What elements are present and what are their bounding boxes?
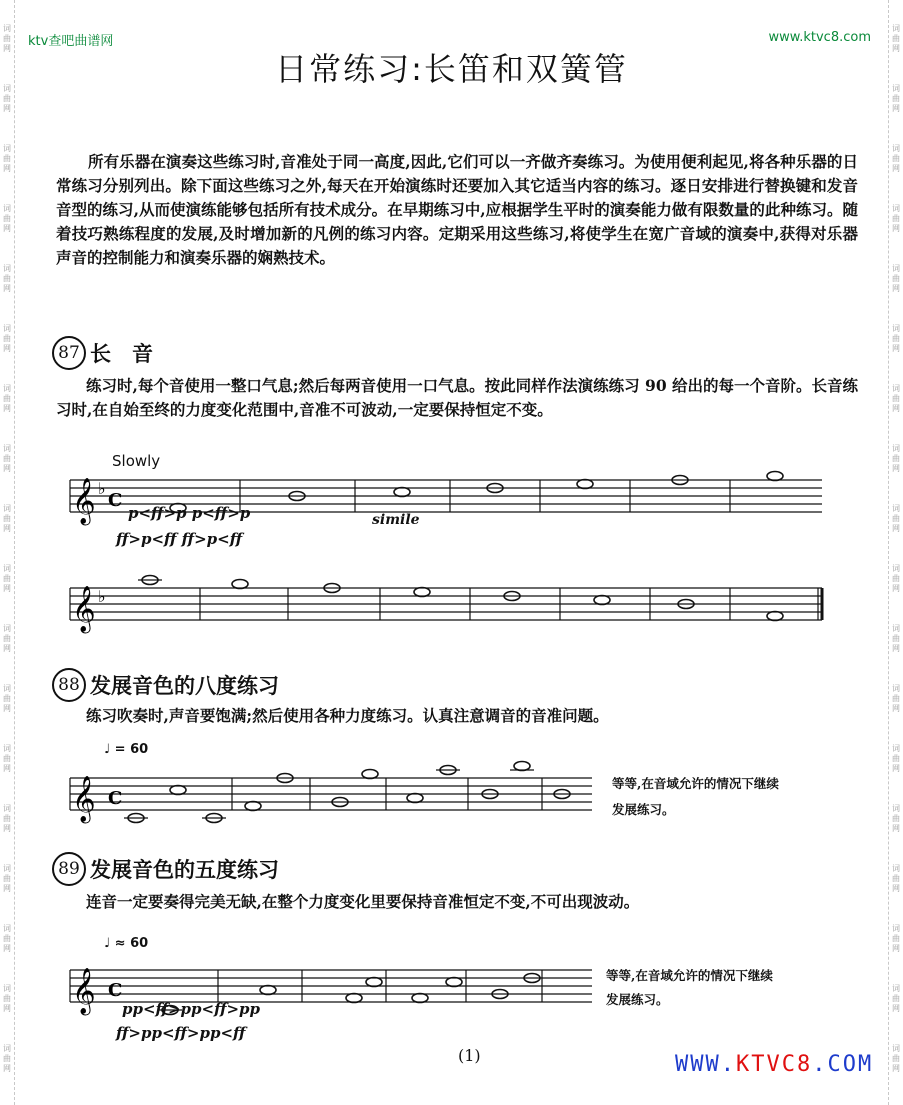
section-89-note-line-2: 发展练习。 (606, 992, 669, 1007)
section-89-title: 发展音色的五度练习 (90, 858, 279, 882)
whole-note (232, 580, 248, 589)
watermark-glyph: 词 曲 网 (3, 204, 11, 233)
whole-note (767, 472, 783, 481)
common-time-icon: C (108, 980, 123, 1001)
watermark-glyph: 词 曲 网 (3, 804, 11, 833)
section-87-tempo: Slowly (112, 452, 161, 470)
watermark-glyph: 词 曲 网 (892, 744, 900, 773)
watermark-glyph: 词 曲 网 (3, 684, 11, 713)
intro-paragraph: 所有乐器在演奏这些练习时,音准处于同一高度,因此,它们可以一齐做齐奏练习。为使用便利起见,将各种乐器的日常练习分别列出。除下面这些练习之外,每天在开始演练时还要加入其它适当内容的练习。逐日安排进行替换键和发音音型的练习,从而使演练能够包括所有技术成分。在早期练习中,应根据学生平时的演奏能力做有限数量的此种练习。随着技巧熟练程度的发展,及时增加新的凡例的练习内容。定期采用这些练习,将使学生在宽广音域的演奏中,获得对乐器声音的控制能力和演奏乐器的娴熟技术。 (56, 152, 858, 267)
section-87-title: 长 音 (90, 342, 153, 366)
whole-note (594, 596, 610, 605)
watermark-glyph: 词 曲 网 (3, 84, 11, 113)
watermark-glyph: 词 曲 网 (3, 264, 11, 293)
watermark-glyph: 词 曲 网 (892, 384, 900, 413)
common-time-icon: C (108, 490, 123, 511)
watermark-glyph: 词 曲 网 (3, 504, 11, 533)
section-88-heading (52, 668, 279, 702)
watermark-glyph: 词 曲 网 (3, 864, 11, 893)
watermark-glyph: 词 曲 网 (892, 204, 900, 233)
section-87-simile: simile (372, 512, 420, 528)
section-88-tempo: ♩ = 60 (104, 742, 149, 757)
flat-key-icon: ♭ (98, 479, 106, 498)
section-87-text: 练习时,每个音使用一整口气息;然后每两音使用一口气息。按此同样作法演练练习 90 给出的每一个音阶。长音练习时,在自始至终的力度变化范围中,音准不可波动,一定要保持恒定不变。 (56, 376, 858, 419)
section-88-text: 练习吹奏时,声音要饱满;然后使用各种力度练习。认真注意调音的音准问题。 (86, 706, 609, 725)
watermark-glyph: 词 曲 网 (892, 624, 900, 653)
watermark-glyph: 词 曲 网 (3, 444, 11, 473)
watermark-glyph: 词 曲 网 (892, 924, 900, 953)
watermark-glyph: 词 曲 网 (3, 624, 11, 653)
section-87-staff-2 (70, 578, 830, 632)
section-87-number: 87 (52, 336, 86, 370)
flat-key-icon: ♭ (98, 587, 106, 606)
treble-clef-icon: 𝄞 (72, 586, 96, 632)
whole-note (446, 978, 462, 987)
watermark-glyph: 词 曲 网 (3, 564, 11, 593)
watermark-glyph: 词 曲 网 (892, 504, 900, 533)
watermark-glyph: 词 曲 网 (892, 804, 900, 833)
section-88-note-line-1: 等等,在音域允许的情况下继续 (612, 776, 779, 791)
section-89-heading (52, 852, 279, 886)
watermark-glyph: 词 曲 网 (3, 384, 11, 413)
whole-note (245, 802, 261, 811)
watermark-glyph: 词 曲 网 (892, 564, 900, 593)
footer-url-www: WWW. (675, 1052, 736, 1077)
section-89-note-line-1: 等等,在音域允许的情况下继续 (606, 968, 773, 983)
section-89-dynamics-2: ff>pp<ff>pp<ff (116, 1024, 246, 1042)
site-name-left[interactable]: ktv查吧曲谱网 (28, 34, 114, 49)
watermark-glyph: 词 曲 网 (892, 444, 900, 473)
watermark-glyph: 词 曲 网 (892, 84, 900, 113)
watermark-glyph: 词 曲 网 (892, 324, 900, 353)
watermark-glyph: 词 曲 网 (3, 24, 11, 53)
watermark-glyph: 词 曲 网 (3, 1044, 11, 1073)
treble-clef-icon: 𝄞 (72, 478, 96, 524)
section-88-title: 发展音色的八度练习 (90, 674, 279, 698)
section-88-staff (70, 768, 600, 822)
section-88-note-line-2: 发展练习。 (612, 802, 675, 817)
watermark-glyph: 词 曲 网 (3, 924, 11, 953)
section-88-number: 88 (52, 668, 86, 702)
left-watermark-strip (0, 0, 15, 1105)
whole-note (414, 588, 430, 597)
section-89-text: 连音一定要奏得完美无缺,在整个力度变化里要保持音准恒定不变,不可出现波动。 (86, 892, 640, 911)
watermark-glyph: 词 曲 网 (892, 144, 900, 173)
section-87-dynamics-1: p<ff>p p<ff>p (128, 504, 251, 522)
watermark-glyph: 词 曲 网 (892, 864, 900, 893)
whole-note (407, 794, 423, 803)
whole-note (394, 488, 410, 497)
treble-clef-icon: 𝄞 (72, 968, 96, 1014)
whole-note (346, 994, 362, 1003)
watermark-glyph: 词 曲 网 (892, 984, 900, 1013)
site-url-right[interactable]: www.ktvc8.com (768, 30, 871, 45)
watermark-glyph: 词 曲 网 (892, 24, 900, 53)
watermark-glyph: 词 曲 网 (892, 684, 900, 713)
section-89-dynamics-1: pp<ff>pp<ff>pp (122, 1000, 261, 1018)
section-89-number: 89 (52, 852, 86, 886)
whole-note (260, 986, 276, 995)
watermark-glyph: 词 曲 网 (3, 744, 11, 773)
section-87-dynamics-2: ff>p<ff ff>p<ff (116, 530, 243, 548)
right-watermark-strip (888, 0, 903, 1105)
page-number: (1) (458, 1046, 481, 1065)
page-title: 日常练习:长笛和双簧管 (275, 50, 628, 88)
whole-note (362, 770, 378, 779)
whole-note (514, 762, 530, 771)
watermark-glyph: 词 曲 网 (892, 264, 900, 293)
whole-note (577, 480, 593, 489)
treble-clef-icon: 𝄞 (72, 776, 96, 822)
watermark-glyph: 词 曲 网 (892, 1044, 900, 1073)
section-89-tempo: ♩ ≈ 60 (104, 936, 149, 951)
footer-url[interactable] (675, 1052, 873, 1077)
whole-note (170, 786, 186, 795)
watermark-glyph: 词 曲 网 (3, 984, 11, 1013)
watermark-glyph: 词 曲 网 (3, 144, 11, 173)
common-time-icon: C (108, 788, 123, 809)
whole-note (366, 978, 382, 987)
whole-note (412, 994, 428, 1003)
footer-url-brand: KTVC8 (735, 1052, 813, 1077)
section-87-heading (52, 336, 153, 370)
whole-note (767, 612, 783, 621)
watermark-glyph: 词 曲 网 (3, 324, 11, 353)
footer-url-com: .COM (812, 1052, 874, 1077)
